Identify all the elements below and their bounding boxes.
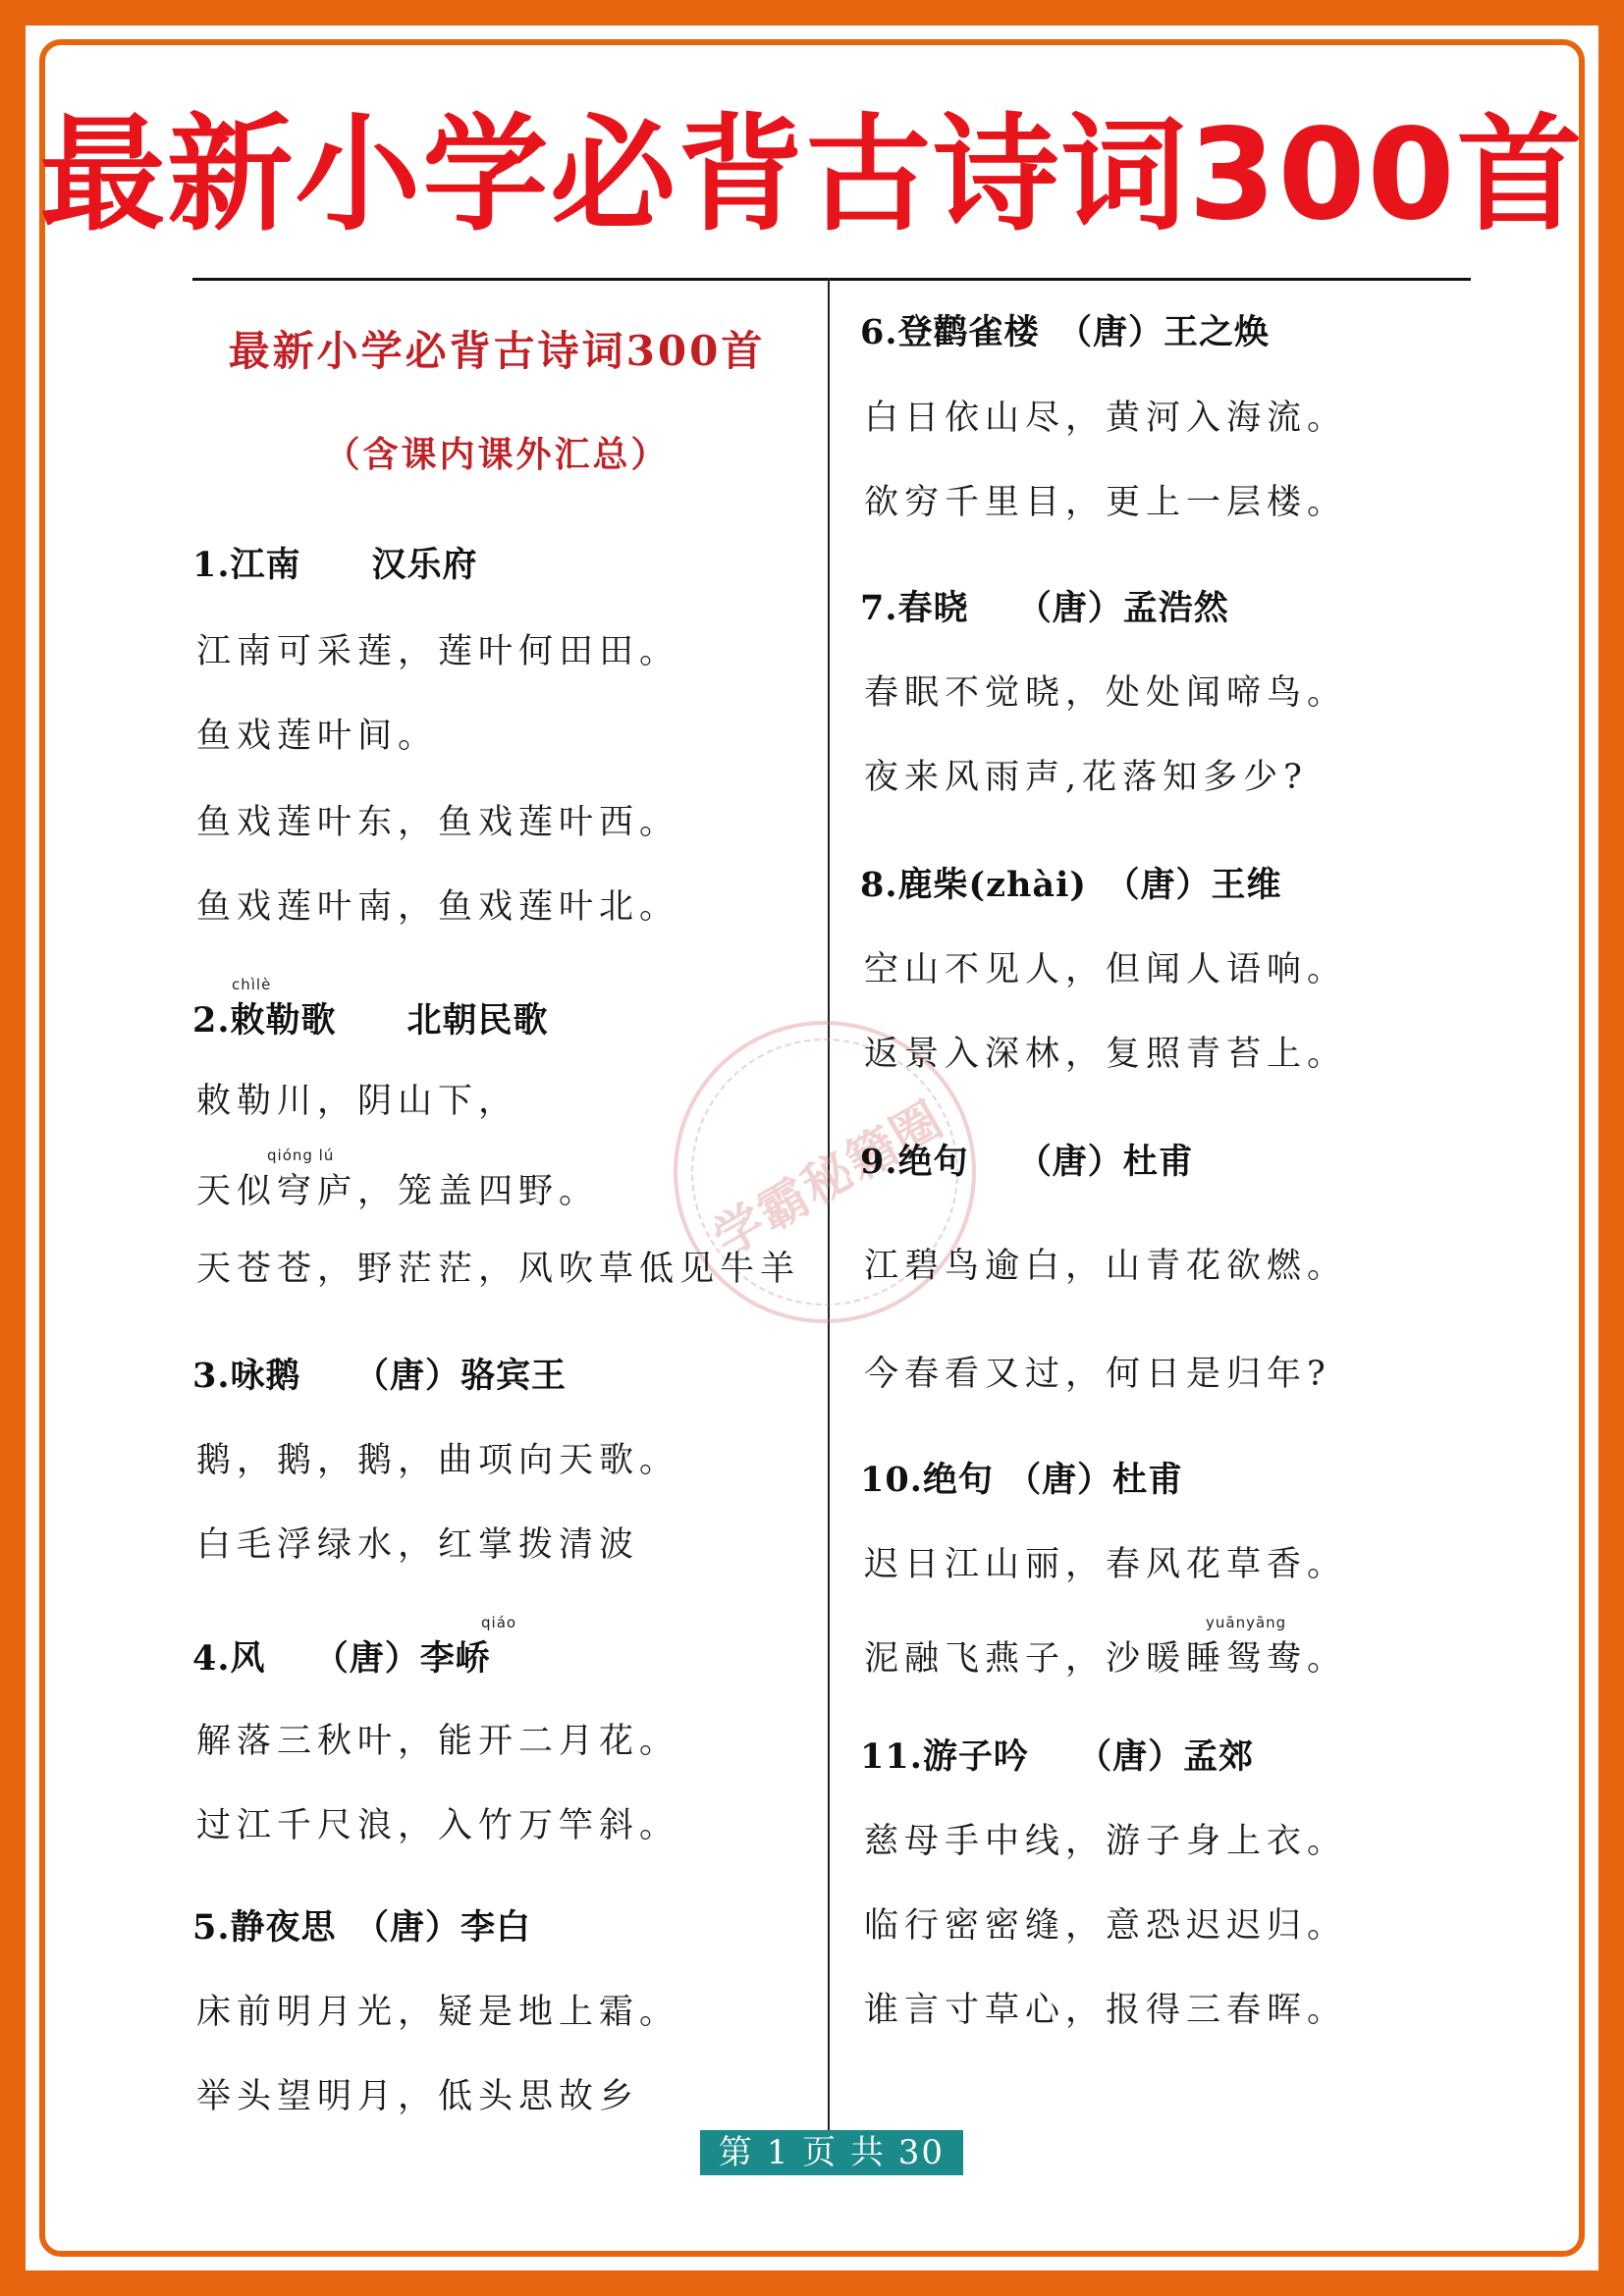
banner-title: 最新小学必背古诗词300首 bbox=[39, 102, 1585, 248]
poem-title: 4.风 （唐）李峤 bbox=[192, 1638, 491, 1679]
poem-title: 10.绝句 （唐）杜甫 bbox=[860, 1460, 1184, 1500]
poem-line: 白日依山尽，黄河入海流。 bbox=[864, 399, 1348, 438]
poem-line: 夜来风雨声,花落知多少? bbox=[864, 758, 1308, 797]
poem-line: 解落三秋叶，能开二月花。 bbox=[196, 1722, 680, 1761]
poem-line: 欲穷千里目，更上一层楼。 bbox=[864, 483, 1348, 522]
poem-line: 举头望明月，低头思故乡 bbox=[196, 2077, 640, 2116]
poem-line: 白毛浮绿水，红掌拨清波 bbox=[196, 1525, 640, 1565]
poem-line: 天似穹庐，笼盖四野。 bbox=[196, 1172, 600, 1211]
poem-title: 2.敕勒歌 北朝民歌 bbox=[192, 1000, 549, 1041]
poem-line: 鱼戏莲叶东，鱼戏莲叶西。 bbox=[196, 803, 680, 842]
poem-line: 床前明月光，疑是地上霜。 bbox=[196, 1993, 680, 2032]
poem-line: 鱼戏莲叶南，鱼戏莲叶北。 bbox=[196, 887, 680, 927]
poem-title: 8.鹿柴(zhài) （唐）王维 bbox=[860, 865, 1282, 905]
poem-title: 5.静夜思 （唐）李白 bbox=[192, 1907, 532, 1948]
pinyin-annotation: chìlè bbox=[232, 976, 272, 993]
poem-line: 鹅，鹅，鹅，曲项向天歌。 bbox=[196, 1441, 680, 1480]
poem-title: 7.春晓 （唐）孟浩然 bbox=[860, 588, 1229, 628]
poem-line: 鱼戏莲叶间。 bbox=[196, 717, 439, 756]
poem-line: 返景入深林，复照青苔上。 bbox=[864, 1035, 1348, 1074]
top-rule bbox=[192, 278, 1471, 281]
poem-line: 江碧鸟逾白，山青花欲燃。 bbox=[864, 1247, 1348, 1286]
poem-title: 1.江南 汉乐府 bbox=[192, 545, 478, 585]
pinyin-annotation: qióng lú bbox=[267, 1147, 335, 1164]
doc-subtitle: （含课内课外汇总） bbox=[324, 434, 670, 475]
poem-line: 迟日江山丽，春风花草香。 bbox=[864, 1545, 1348, 1584]
poem-title: 11.游子吟 （唐）孟郊 bbox=[860, 1736, 1255, 1777]
poem-line: 空山不见人，但闻人语响。 bbox=[864, 950, 1348, 989]
poem-title: 9.绝句 （唐）杜甫 bbox=[860, 1142, 1194, 1182]
poem-title: 6.登鹳雀楼 （唐）王之焕 bbox=[860, 312, 1271, 352]
poem-title: 3.咏鹅 （唐）骆宾王 bbox=[192, 1356, 568, 1396]
pinyin-annotation: qiáo bbox=[481, 1614, 517, 1631]
poem-line: 谁言寸草心，报得三春晖。 bbox=[864, 1991, 1348, 2030]
watermark-text: 学霸秘籍圈 bbox=[703, 1090, 954, 1268]
page-footer: 第 1 页 共 30 页 bbox=[700, 2130, 963, 2175]
poem-line: 泥融飞燕子，沙暖睡鸳鸯。 bbox=[864, 1639, 1348, 1679]
poem-line: 过江千尺浪，入竹万竿斜。 bbox=[196, 1806, 680, 1845]
poem-line: 江南可采莲，莲叶何田田。 bbox=[196, 632, 680, 671]
poem-line: 春眠不觉晓，处处闻啼鸟。 bbox=[864, 673, 1348, 713]
poem-line: 慈母手中线，游子身上衣。 bbox=[864, 1822, 1348, 1861]
poem-line: 今春看又过，何日是归年? bbox=[864, 1355, 1331, 1394]
pinyin-annotation: yuānyāng bbox=[1206, 1614, 1287, 1631]
poem-line: 敕勒川，阴山下， bbox=[196, 1082, 519, 1121]
poem-line: 临行密密缝，意恐迟迟归。 bbox=[864, 1906, 1348, 1946]
doc-title: 最新小学必背古诗词300首 bbox=[228, 327, 766, 375]
poem-line: 天苍苍，野茫茫，风吹草低见牛羊 bbox=[196, 1250, 801, 1289]
